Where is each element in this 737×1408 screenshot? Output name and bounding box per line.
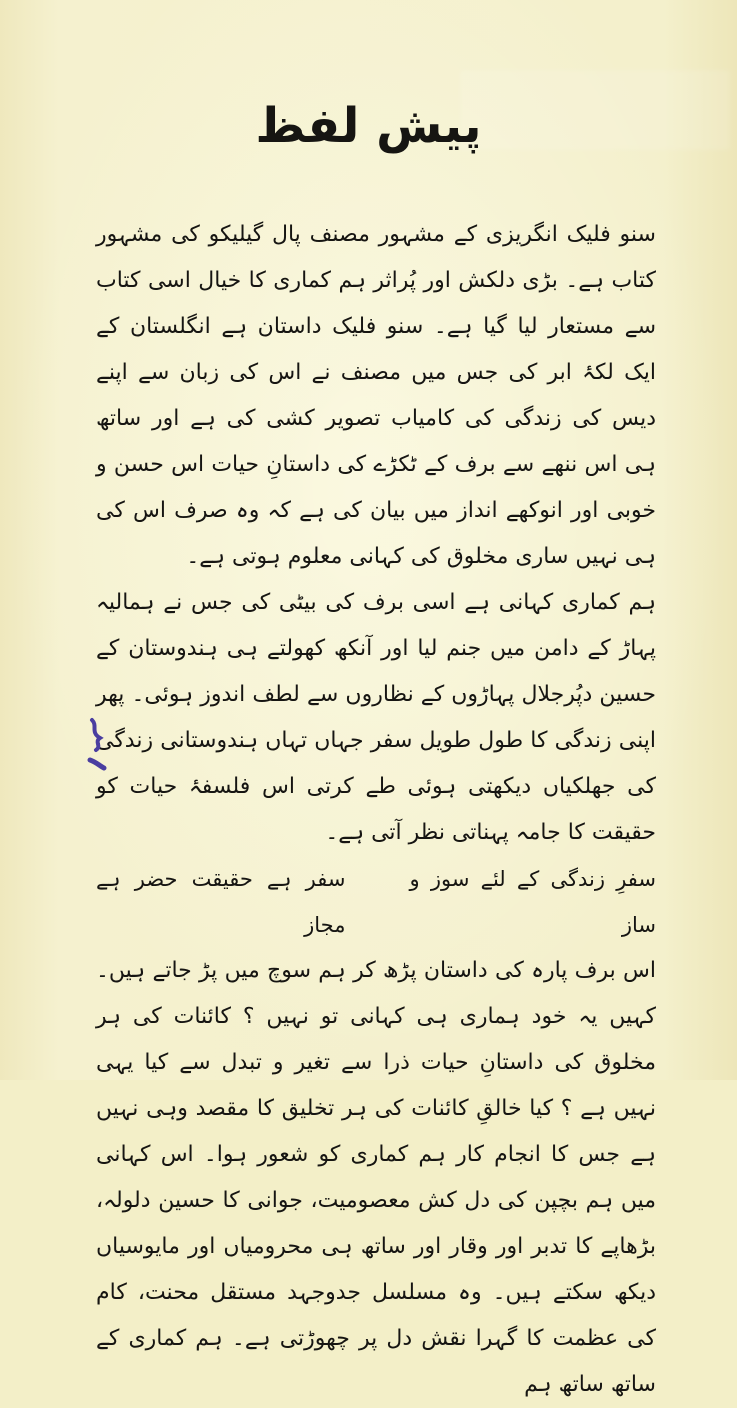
paragraph-story: ہم کماری کہانی ہے اسی برف کی بیٹی کی جس نے ہمالیہ پہاڑ کے دامن میں جنم لیا اور آنکھ کھولتے ہی ہندوستان کے حسین دپُرجلال پہاڑوں کے نظاروں سے لطف اندوز ہوئی۔ پھر اپنی زندگی کا طول طویل سفر جہاں تہاں ہندوستانی زندگی کی جھلکیاں دیکھتی ہوئی طے کرتی اس فلسفۂ حیات کو حقیقت کا جامہ پہناتی نظر آتی ہے۔ <box>96 590 656 845</box>
verse-right-hemistich: سفرِ زندگی کے لئے سوز و ساز <box>409 867 656 937</box>
ink-marker-icon <box>86 716 108 776</box>
verse-left-hemistich: سفر ہے حقیقت حضر ہے مجاز <box>96 867 346 937</box>
page-title: پیش لفظ <box>255 98 482 154</box>
verse-couplet <box>96 856 656 948</box>
paragraph-intro: سنو فلیک انگریزی کے مشہور مصنف پال گیلیکو کی مشہور کتاب ہے۔ بڑی دلکش اور پُراثر ہم کماری کا خیال اسی کتاب سے مستعار لیا گیا ہے۔ سنو فلیک داستان ہے انگلستان کے ایک لکۂ ابر کی جس میں مصنف نے اس کی زبان سے اپنے دیس کی زندگی کی کامیاب تصویر کشی کی ہے اور ساتھ ہی اس ننھے سے برف کے ٹکڑے کی داستانِ حیات اس حسن و خوبی اور انوکھے انداز میں بیان کی ہے کہ وہ صرف اس کی ہی نہیں ساری مخلوق کی کہانی معلوم ہوتی ہے۔ <box>96 222 656 569</box>
body-text <box>96 212 656 1408</box>
paragraph-reflection: اس برف پارہ کی داستان پڑھ کر ہم سوچ میں پڑ جاتے ہیں۔ کہیں یہ خود ہماری ہی کہانی تو نہیں ؟ کائنات کی ہر مخلوق کی داستانِ حیات ذرا سے تغیر و تبدل سے کیا یہی نہیں ہے ؟ کیا خالقِ کائنات کی ہر تخلیق کا مقصد وہی نہیں ہے جس کا انجام کار ہم کماری کو شعور ہوا۔ اس کہانی میں ہم بچپن کی دل کش معصومیت، جوانی کا حسین دلولہ، بڑھاپے کا تدبر اور وقار اور ساتھ ہی محرومیاں اور مایوسیاں دیکھ سکتے ہیں۔ وہ مسلسل جدوجہد مستقل محنت، کام کی عظمت کا گہرا نقش دل پر چھوڑتی ہے۔ ہم کماری کے ساتھ ساتھ ہم <box>96 958 656 1397</box>
